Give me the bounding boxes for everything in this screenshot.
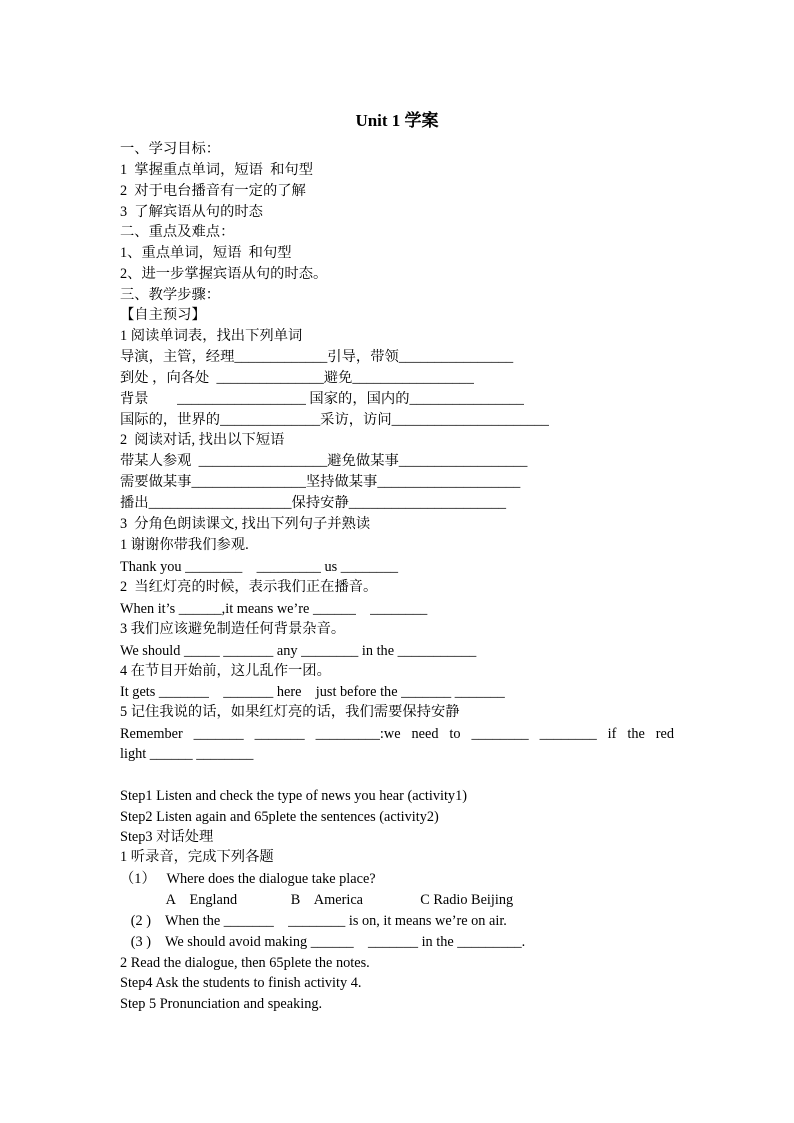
- phrase-line: 带某人参观 __________________避免做某事__________________: [120, 453, 528, 469]
- question-line: (3 ) We should avoid making ______ _______ in the _________.: [120, 934, 526, 950]
- phrase-line: 播出____________________保持安静______________________: [120, 495, 507, 511]
- objective-line: 3 了解宾语从句的时态: [120, 204, 263, 220]
- subsection-heading-preview: 【自主预习】: [120, 307, 206, 323]
- vocab-line: 导演，主管，经理_____________引导，带领________________: [120, 349, 514, 365]
- listening-heading: 1 听录音，完成下列各题: [120, 849, 274, 865]
- step-line: Step3 对话处理: [120, 829, 214, 845]
- sentence-prompt: 4 在节目开始前，这儿乱作一团。: [120, 663, 331, 679]
- key-point-line: 2、进一步掌握宾语从句的时态。: [120, 266, 328, 282]
- exercise-heading: 1 阅读单词表，找出下列单词: [120, 328, 303, 344]
- step-line: Step 5 Pronunciation and speaking.: [120, 996, 323, 1012]
- sentence-prompt: 1 谢谢你带我们参观.: [120, 537, 249, 553]
- sentence-blank-line: Remember _______ _______ _________:we need to ________ ________ if the red: [120, 726, 674, 742]
- sentence-blank-line: light ______ ________: [120, 746, 254, 762]
- section-heading-objectives: 一、学习目标：: [120, 141, 221, 157]
- question-line: （1） Where does the dialogue take place?: [120, 871, 376, 887]
- question-line: (2 ) When the _______ ________ is on, it means we’re on air.: [120, 913, 507, 929]
- step-line: 2 Read the dialogue, then 65plete the notes.: [120, 955, 370, 971]
- answer-options: A England B America C Radio Beijing: [120, 892, 514, 908]
- sentence-prompt: 3 我们应该避免制造任何背景杂音。: [120, 621, 346, 637]
- exercise-heading: 2 阅读对话, 找出以下短语: [120, 432, 285, 448]
- vocab-line: 到处 ，向各处 _______________避免_________________: [120, 370, 474, 386]
- section-heading-key-points: 二、重点及难点：: [120, 224, 235, 240]
- sentence-blank-line: When it’s ______,it means we’re ______ ________: [120, 601, 428, 617]
- objective-line: 2 对于电台播音有一定的了解: [120, 183, 306, 199]
- sentence-blank-line: We should _____ _______ any ________ in the ___________: [120, 643, 477, 659]
- vocab-line: 背景 __________________ 国家的，国内的________________: [120, 391, 524, 407]
- key-point-line: 1、重点单词，短语 和句型: [120, 245, 292, 261]
- step-line: Step4 Ask the students to finish activity 4.: [120, 975, 362, 991]
- objective-line: 1 掌握重点单词，短语 和句型: [120, 162, 314, 178]
- step-line: Step1 Listen and check the type of news you hear (activity1): [120, 788, 467, 804]
- sentence-prompt: 2 当红灯亮的时候，表示我们正在播音。: [120, 579, 378, 595]
- sentence-prompt: 5 记住我说的话，如果红灯亮的话，我们需要保持安静: [120, 704, 460, 720]
- sentence-blank-line: Thank you ________ _________ us ________: [120, 559, 398, 575]
- page-title: Unit 1 学案: [355, 111, 439, 130]
- vocab-line: 国际的，世界的______________采访，访问______________________: [120, 412, 549, 428]
- section-heading-steps: 三、教学步骤：: [120, 287, 221, 303]
- phrase-line: 需要做某事________________坚持做某事____________________: [120, 474, 521, 490]
- step-line: Step2 Listen again and 65plete the sentences (activity2): [120, 809, 439, 825]
- sentence-blank-line: It gets _______ _______ here just before the _______ _______: [120, 684, 505, 700]
- exercise-heading: 3 分角色朗读课文, 找出下列句子并熟读: [120, 516, 371, 532]
